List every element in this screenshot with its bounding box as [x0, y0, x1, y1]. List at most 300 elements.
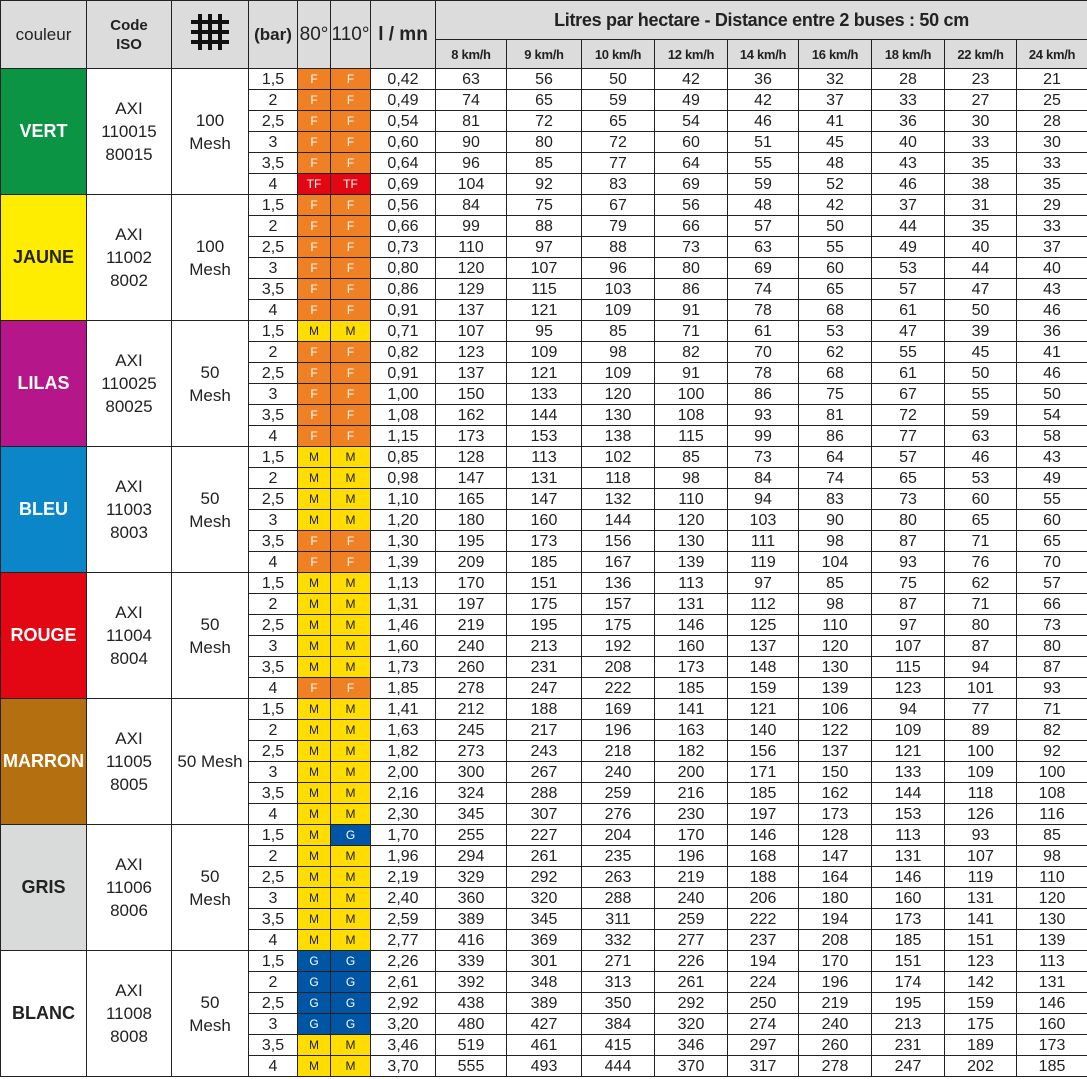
- litres-per-hectare: 348: [507, 972, 582, 993]
- litres-per-hectare: 86: [799, 426, 872, 447]
- pressure-bar: 2: [249, 90, 298, 111]
- litres-per-hectare: 94: [945, 657, 1017, 678]
- litres-per-hectare: 98: [799, 594, 872, 615]
- litres-per-hectare: 311: [582, 909, 655, 930]
- mesh-size-line: Mesh: [189, 889, 231, 909]
- litres-per-hectare: 247: [872, 1056, 945, 1077]
- color-name: GRIS: [1, 825, 87, 951]
- iso-code-line: 80015: [105, 145, 153, 164]
- litres-per-hectare: 90: [799, 510, 872, 531]
- pressure-bar: 3: [249, 384, 298, 405]
- litres-per-hectare: 292: [655, 993, 728, 1014]
- litres-per-hectare: 292: [507, 867, 582, 888]
- litres-per-hectare: 259: [655, 909, 728, 930]
- litres-per-hectare: 130: [655, 531, 728, 552]
- litres-per-hectare: 250: [728, 993, 799, 1014]
- litres-per-hectare: 73: [728, 447, 799, 468]
- pressure-bar: 3: [249, 636, 298, 657]
- litres-per-hectare: 61: [872, 363, 945, 384]
- header-flow: l / mn: [371, 1, 436, 69]
- litres-per-hectare: 46: [945, 447, 1017, 468]
- litres-per-hectare: 140: [728, 720, 799, 741]
- litres-per-hectare: 78: [728, 300, 799, 321]
- litres-per-hectare: 61: [728, 321, 799, 342]
- litres-per-hectare: 110: [655, 489, 728, 510]
- flow-lmn: 0,56: [371, 195, 436, 216]
- pressure-bar: 1,5: [249, 951, 298, 972]
- litres-per-hectare: 121: [507, 363, 582, 384]
- grade-80: F: [298, 258, 331, 279]
- litres-per-hectare: 213: [872, 1014, 945, 1035]
- grade-80: F: [298, 69, 331, 90]
- litres-per-hectare: 102: [582, 447, 655, 468]
- litres-per-hectare: 160: [872, 888, 945, 909]
- litres-per-hectare: 85: [582, 321, 655, 342]
- litres-per-hectare: 170: [436, 573, 507, 594]
- litres-per-hectare: 108: [655, 405, 728, 426]
- litres-per-hectare: 156: [582, 531, 655, 552]
- litres-per-hectare: 320: [507, 888, 582, 909]
- litres-per-hectare: 44: [872, 216, 945, 237]
- litres-per-hectare: 188: [728, 867, 799, 888]
- litres-per-hectare: 208: [582, 657, 655, 678]
- flow-lmn: 1,08: [371, 405, 436, 426]
- flow-lmn: 0,86: [371, 279, 436, 300]
- litres-per-hectare: 274: [728, 1014, 799, 1035]
- litres-per-hectare: 46: [1017, 300, 1087, 321]
- litres-per-hectare: 121: [507, 300, 582, 321]
- litres-per-hectare: 267: [507, 762, 582, 783]
- pressure-bar: 3,5: [249, 153, 298, 174]
- flow-lmn: 1,41: [371, 699, 436, 720]
- flow-lmn: 1,20: [371, 510, 436, 531]
- grade-80: M: [298, 825, 331, 846]
- litres-per-hectare: 392: [436, 972, 507, 993]
- litres-per-hectare: 345: [436, 804, 507, 825]
- mesh-size: [172, 69, 249, 195]
- litres-per-hectare: 113: [507, 447, 582, 468]
- grade-80: M: [298, 468, 331, 489]
- litres-per-hectare: 64: [799, 447, 872, 468]
- mesh-size-line: Mesh: [189, 511, 231, 531]
- litres-per-hectare: 129: [436, 279, 507, 300]
- grade-110: F: [331, 237, 371, 258]
- grade-80: F: [298, 153, 331, 174]
- grade-80: F: [298, 384, 331, 405]
- litres-per-hectare: 132: [582, 489, 655, 510]
- litres-per-hectare: 88: [582, 237, 655, 258]
- iso-code-line: AXI: [115, 603, 143, 622]
- litres-per-hectare: 104: [799, 552, 872, 573]
- grade-110: M: [331, 720, 371, 741]
- litres-per-hectare: 208: [799, 930, 872, 951]
- litres-per-hectare: 231: [507, 657, 582, 678]
- litres-per-hectare: 339: [436, 951, 507, 972]
- litres-per-hectare: 33: [945, 132, 1017, 153]
- litres-per-hectare: 110: [436, 237, 507, 258]
- litres-per-hectare: 131: [945, 888, 1017, 909]
- litres-per-hectare: 25: [1017, 90, 1087, 111]
- litres-per-hectare: 32: [799, 69, 872, 90]
- flow-lmn: 1,00: [371, 384, 436, 405]
- grade-110: M: [331, 867, 371, 888]
- grade-80: F: [298, 531, 331, 552]
- litres-per-hectare: 36: [1017, 321, 1087, 342]
- grade-80: M: [298, 699, 331, 720]
- litres-per-hectare: 133: [872, 762, 945, 783]
- litres-per-hectare: 84: [728, 468, 799, 489]
- grade-80: M: [298, 846, 331, 867]
- litres-per-hectare: 139: [655, 552, 728, 573]
- litres-per-hectare: 92: [1017, 741, 1087, 762]
- grade-80: F: [298, 132, 331, 153]
- litres-per-hectare: 370: [655, 1056, 728, 1077]
- grade-110: M: [331, 699, 371, 720]
- litres-per-hectare: 49: [872, 237, 945, 258]
- litres-per-hectare: 175: [582, 615, 655, 636]
- litres-per-hectare: 480: [436, 1014, 507, 1035]
- mesh-size-line: 100: [195, 236, 225, 256]
- litres-per-hectare: 324: [436, 783, 507, 804]
- litres-per-hectare: 115: [872, 657, 945, 678]
- grade-80: G: [298, 993, 331, 1014]
- litres-per-hectare: 147: [799, 846, 872, 867]
- litres-per-hectare: 56: [655, 195, 728, 216]
- header-speed: 12 km/h: [655, 40, 728, 69]
- grade-80: M: [298, 804, 331, 825]
- litres-per-hectare: 185: [872, 930, 945, 951]
- grade-80: F: [298, 279, 331, 300]
- litres-per-hectare: 144: [582, 510, 655, 531]
- header-bar: (bar): [249, 1, 298, 69]
- litres-per-hectare: 142: [945, 972, 1017, 993]
- pressure-bar: 3: [249, 1014, 298, 1035]
- litres-per-hectare: 245: [436, 720, 507, 741]
- litres-per-hectare: 175: [507, 594, 582, 615]
- litres-per-hectare: 83: [582, 174, 655, 195]
- litres-per-hectare: 216: [655, 783, 728, 804]
- litres-per-hectare: 147: [507, 489, 582, 510]
- litres-per-hectare: 345: [507, 909, 582, 930]
- litres-per-hectare: 67: [872, 384, 945, 405]
- litres-per-hectare: 63: [436, 69, 507, 90]
- flow-lmn: 1,85: [371, 678, 436, 699]
- grade-80: M: [298, 447, 331, 468]
- litres-per-hectare: 260: [799, 1035, 872, 1056]
- litres-per-hectare: 23: [945, 69, 1017, 90]
- litres-per-hectare: 63: [945, 426, 1017, 447]
- mesh-size-line: 50 Mesh: [177, 752, 243, 771]
- litres-per-hectare: 75: [507, 195, 582, 216]
- litres-per-hectare: 240: [799, 1014, 872, 1035]
- header-speed: 8 km/h: [436, 40, 507, 69]
- litres-per-hectare: 107: [945, 846, 1017, 867]
- litres-per-hectare: 69: [655, 174, 728, 195]
- flow-lmn: 2,16: [371, 783, 436, 804]
- litres-per-hectare: 36: [872, 111, 945, 132]
- litres-per-hectare: 131: [507, 468, 582, 489]
- litres-per-hectare: 160: [507, 510, 582, 531]
- flow-lmn: 1,31: [371, 594, 436, 615]
- grade-80: F: [298, 111, 331, 132]
- litres-per-hectare: 57: [1017, 573, 1087, 594]
- grade-110: M: [331, 636, 371, 657]
- litres-per-hectare: 118: [582, 468, 655, 489]
- litres-per-hectare: 45: [799, 132, 872, 153]
- litres-per-hectare: 389: [436, 909, 507, 930]
- litres-per-hectare: 200: [655, 762, 728, 783]
- litres-per-hectare: 120: [436, 258, 507, 279]
- table-row: [1, 951, 1087, 972]
- litres-per-hectare: 48: [728, 195, 799, 216]
- pressure-bar: 4: [249, 426, 298, 447]
- litres-per-hectare: 99: [728, 426, 799, 447]
- pressure-bar: 1,5: [249, 69, 298, 90]
- litres-per-hectare: 45: [945, 342, 1017, 363]
- grade-80: M: [298, 762, 331, 783]
- litres-per-hectare: 77: [872, 426, 945, 447]
- pressure-bar: 3,5: [249, 531, 298, 552]
- litres-per-hectare: 261: [655, 972, 728, 993]
- mesh-size-line: 50: [200, 992, 220, 1012]
- pressure-bar: 3,5: [249, 279, 298, 300]
- litres-per-hectare: 46: [1017, 363, 1087, 384]
- litres-per-hectare: 163: [655, 720, 728, 741]
- grade-110: M: [331, 741, 371, 762]
- litres-per-hectare: 120: [799, 636, 872, 657]
- litres-per-hectare: 350: [582, 993, 655, 1014]
- litres-per-hectare: 438: [436, 993, 507, 1014]
- litres-per-hectare: 493: [507, 1056, 582, 1077]
- litres-per-hectare: 81: [799, 405, 872, 426]
- grade-110: F: [331, 90, 371, 111]
- mesh-size-line: 50: [200, 866, 220, 886]
- litres-per-hectare: 85: [1017, 825, 1087, 846]
- litres-per-hectare: 53: [872, 258, 945, 279]
- litres-per-hectare: 53: [799, 321, 872, 342]
- litres-per-hectare: 46: [872, 174, 945, 195]
- mesh-size-line: Mesh: [189, 133, 231, 153]
- litres-per-hectare: 37: [799, 90, 872, 111]
- litres-per-hectare: 35: [945, 216, 1017, 237]
- iso-code-line: AXI: [115, 855, 143, 874]
- litres-per-hectare: 78: [728, 363, 799, 384]
- flow-lmn: 0,69: [371, 174, 436, 195]
- litres-per-hectare: 93: [872, 552, 945, 573]
- litres-per-hectare: 123: [436, 342, 507, 363]
- flow-lmn: 2,26: [371, 951, 436, 972]
- litres-per-hectare: 55: [799, 237, 872, 258]
- litres-per-hectare: 329: [436, 867, 507, 888]
- litres-per-hectare: 144: [507, 405, 582, 426]
- litres-per-hectare: 79: [582, 216, 655, 237]
- grade-110: F: [331, 678, 371, 699]
- litres-per-hectare: 141: [945, 909, 1017, 930]
- pressure-bar: 3,5: [249, 657, 298, 678]
- litres-per-hectare: 81: [436, 111, 507, 132]
- litres-per-hectare: 259: [582, 783, 655, 804]
- litres-per-hectare: 300: [436, 762, 507, 783]
- litres-per-hectare: 93: [1017, 678, 1087, 699]
- litres-per-hectare: 461: [507, 1035, 582, 1056]
- litres-per-hectare: 92: [507, 174, 582, 195]
- litres-per-hectare: 87: [945, 636, 1017, 657]
- grade-80: F: [298, 216, 331, 237]
- grade-80: F: [298, 363, 331, 384]
- litres-per-hectare: 122: [799, 720, 872, 741]
- litres-per-hectare: 288: [507, 783, 582, 804]
- litres-per-hectare: 72: [582, 132, 655, 153]
- litres-per-hectare: 120: [655, 510, 728, 531]
- litres-per-hectare: 60: [799, 258, 872, 279]
- pressure-bar: 3: [249, 510, 298, 531]
- pressure-bar: 2,5: [249, 489, 298, 510]
- pressure-bar: 2,5: [249, 867, 298, 888]
- grade-110: F: [331, 258, 371, 279]
- litres-per-hectare: 116: [1017, 804, 1087, 825]
- litres-per-hectare: 46: [728, 111, 799, 132]
- color-name: LILAS: [1, 321, 87, 447]
- iso-code-line: AXI: [115, 729, 143, 748]
- iso-code-line: AXI: [115, 981, 143, 1000]
- flow-lmn: 1,60: [371, 636, 436, 657]
- grade-110: M: [331, 783, 371, 804]
- mesh-size-line: 50: [200, 362, 220, 382]
- header-80: 80°: [298, 1, 331, 69]
- litres-per-hectare: 62: [945, 573, 1017, 594]
- litres-per-hectare: 62: [799, 342, 872, 363]
- grade-80: F: [298, 195, 331, 216]
- header-speed: 22 km/h: [945, 40, 1017, 69]
- litres-per-hectare: 85: [507, 153, 582, 174]
- litres-per-hectare: 69: [728, 258, 799, 279]
- mesh-size: [172, 447, 249, 573]
- litres-per-hectare: 98: [655, 468, 728, 489]
- pressure-bar: 4: [249, 678, 298, 699]
- litres-per-hectare: 56: [507, 69, 582, 90]
- litres-per-hectare: 174: [872, 972, 945, 993]
- litres-per-hectare: 156: [728, 741, 799, 762]
- header-speed: 24 km/h: [1017, 40, 1087, 69]
- litres-per-hectare: 73: [655, 237, 728, 258]
- litres-per-hectare: 86: [728, 384, 799, 405]
- litres-per-hectare: 115: [507, 279, 582, 300]
- pressure-bar: 3: [249, 762, 298, 783]
- iso-code-line: 11008: [105, 1004, 152, 1023]
- litres-per-hectare: 47: [945, 279, 1017, 300]
- litres-per-hectare: 194: [728, 951, 799, 972]
- grade-80: M: [298, 636, 331, 657]
- litres-per-hectare: 332: [582, 930, 655, 951]
- litres-per-hectare: 94: [728, 489, 799, 510]
- litres-per-hectare: 313: [582, 972, 655, 993]
- pressure-bar: 3: [249, 132, 298, 153]
- litres-per-hectare: 70: [1017, 552, 1087, 573]
- mesh-size: [172, 951, 249, 1077]
- litres-per-hectare: 195: [436, 531, 507, 552]
- litres-per-hectare: 185: [507, 552, 582, 573]
- iso-code-line: 8003: [110, 523, 148, 542]
- litres-per-hectare: 151: [507, 573, 582, 594]
- litres-per-hectare: 261: [507, 846, 582, 867]
- litres-per-hectare: 273: [436, 741, 507, 762]
- litres-per-hectare: 109: [507, 342, 582, 363]
- litres-per-hectare: 278: [436, 678, 507, 699]
- flow-lmn: 0,49: [371, 90, 436, 111]
- pressure-bar: 4: [249, 300, 298, 321]
- litres-per-hectare: 204: [582, 825, 655, 846]
- pressure-bar: 4: [249, 804, 298, 825]
- flow-lmn: 0,42: [371, 69, 436, 90]
- grade-110: M: [331, 321, 371, 342]
- litres-per-hectare: 180: [436, 510, 507, 531]
- litres-per-hectare: 384: [582, 1014, 655, 1035]
- iso-code: [87, 951, 172, 1077]
- litres-per-hectare: 98: [799, 531, 872, 552]
- iso-code: [87, 447, 172, 573]
- grade-110: M: [331, 657, 371, 678]
- litres-per-hectare: 33: [872, 90, 945, 111]
- litres-per-hectare: 165: [436, 489, 507, 510]
- litres-per-hectare: 119: [945, 867, 1017, 888]
- litres-per-hectare: 247: [507, 678, 582, 699]
- litres-per-hectare: 29: [1017, 195, 1087, 216]
- flow-lmn: 2,92: [371, 993, 436, 1014]
- litres-per-hectare: 224: [728, 972, 799, 993]
- litres-per-hectare: 63: [728, 237, 799, 258]
- pressure-bar: 1,5: [249, 825, 298, 846]
- litres-per-hectare: 255: [436, 825, 507, 846]
- litres-per-hectare: 74: [436, 90, 507, 111]
- litres-per-hectare: 53: [945, 468, 1017, 489]
- mesh-size-line: 100: [195, 110, 225, 130]
- grade-80: M: [298, 930, 331, 951]
- litres-per-hectare: 170: [799, 951, 872, 972]
- litres-per-hectare: 195: [507, 615, 582, 636]
- litres-per-hectare: 222: [728, 909, 799, 930]
- litres-per-hectare: 133: [507, 384, 582, 405]
- litres-per-hectare: 230: [655, 804, 728, 825]
- grade-80: M: [298, 909, 331, 930]
- litres-per-hectare: 43: [1017, 447, 1087, 468]
- litres-per-hectare: 33: [1017, 153, 1087, 174]
- litres-per-hectare: 108: [1017, 783, 1087, 804]
- litres-per-hectare: 100: [945, 741, 1017, 762]
- litres-per-hectare: 144: [872, 783, 945, 804]
- litres-per-hectare: 77: [945, 699, 1017, 720]
- color-name: ROUGE: [1, 573, 87, 699]
- grade-110: M: [331, 489, 371, 510]
- pressure-bar: 2,5: [249, 993, 298, 1014]
- litres-per-hectare: 80: [655, 258, 728, 279]
- litres-per-hectare: 196: [799, 972, 872, 993]
- grade-80: G: [298, 951, 331, 972]
- grade-80: G: [298, 972, 331, 993]
- litres-per-hectare: 93: [728, 405, 799, 426]
- litres-per-hectare: 130: [799, 657, 872, 678]
- color-name: BLANC: [1, 951, 87, 1077]
- flow-lmn: 2,00: [371, 762, 436, 783]
- grade-80: M: [298, 321, 331, 342]
- mesh-size-line: Mesh: [189, 1015, 231, 1035]
- litres-per-hectare: 66: [655, 216, 728, 237]
- grade-110: F: [331, 300, 371, 321]
- litres-per-hectare: 227: [507, 825, 582, 846]
- litres-per-hectare: 196: [582, 720, 655, 741]
- grade-80: M: [298, 510, 331, 531]
- litres-per-hectare: 171: [728, 762, 799, 783]
- litres-per-hectare: 294: [436, 846, 507, 867]
